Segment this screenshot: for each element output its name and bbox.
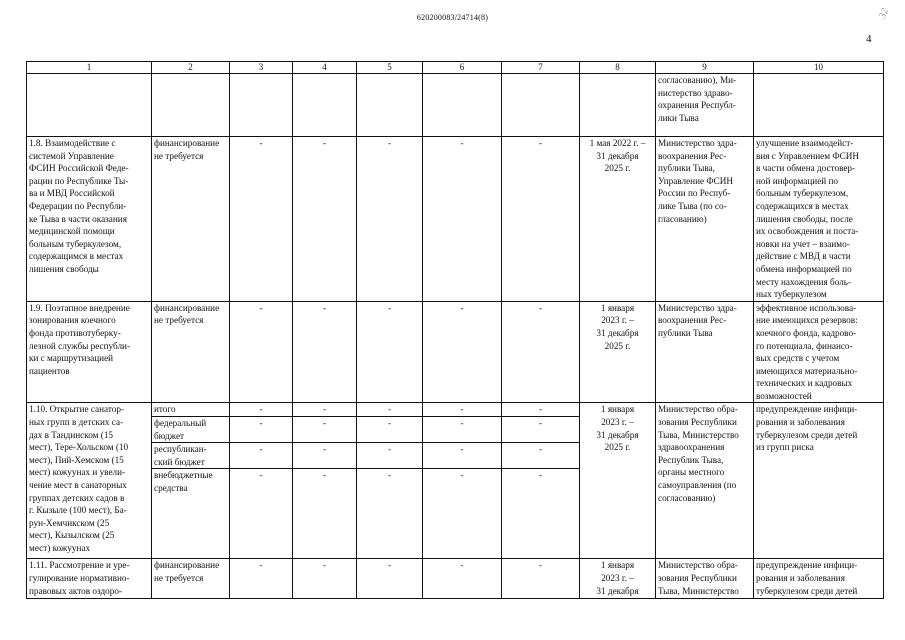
amount-cell: - [357,417,423,443]
amount-cell: - [357,403,423,417]
document-code: 620200083/24714(8) [416,13,489,22]
amount-cell: - [423,417,502,443]
column-number: 5 [357,62,423,74]
funding-source-cell: внебюджетные средства [152,469,230,559]
period-cell: 1 января 2023 г. – 31 декабря 2025 г. [580,301,656,403]
measure-cell: 1.10. Открытие санатор- ных групп в детских са- дах в Тандинском (15 мест), Тере-Хольском (10 мест), Пий-Хемском (15 мест) кожуунах и увели- чение мест в санаторных группах детских садов в г. Кызыле (100 мест), Ба- рун-Хемчикском (25 мест), Кызылском (25 мест) кожуунах [27,403,152,559]
amount-cell: - [230,469,293,559]
amount-cell: - [502,403,580,417]
amount-cell: - [502,301,580,403]
executor-cell: Министерство здра- воохранения Рес- публики Тыва [656,301,754,403]
measure-cell: 1.11. Рассмотрение и уре- гулирование нормативно- правовых актов оздоро- [27,559,152,599]
funding-source-cell: республикан- ский бюджет [152,443,230,469]
amount-cell: - [423,137,502,302]
measure-cell: 1.8. Взаимодействие с системой Управление ФСИН Российской Феде- рации по Республике Ты- ва и МВД Российской Федерации по Республи- ке Тыва в части оказания медицинской помощи больным туберкулезом, содержащимся в местах лишения свободы [27,137,152,302]
result-cell: улучшение взаимодейст- вия с Управлением ФСИН в части обмена достовер- ной информацией по больным туберкулезом, содержащихся в местах лишения свободы, после их освобождения и поста- новки на учет – взаимо- действие с МВД в части обмена информацией по месту нахождения боль- ных туберкулезом [754,137,884,302]
result-cell: предупреждение инфици- рования и заболевания туберкулезом среди детей [754,559,884,599]
column-number: 9 [656,62,754,74]
amount-cell: - [293,137,357,302]
amount-cell: - [423,443,502,469]
executor-cell: согласованию), Ми- нистерство здраво- охранения Республ- лики Тыва [656,74,754,137]
amount-cell: - [230,559,293,599]
amount-cell: - [230,417,293,443]
column-number: 4 [293,62,357,74]
handwritten-page-mark: 32 [877,6,891,21]
table-row [27,559,884,599]
funding-source-cell: итого [152,403,230,417]
column-number: 3 [230,62,293,74]
amount-cell: - [230,137,293,302]
executor-cell: Министерство обра- зования Республики Тыва, Министерство здравоохранения Республик Тыва, органы местного самоуправления (по согласованию) [656,403,754,559]
amount-cell: - [502,137,580,302]
amount-cell: - [357,301,423,403]
measure-cell: 1.9. Поэтапное внедрение зонирования коечного фонда противотуберку- лезной службы республи- ки с маршрутизацией пациентов [27,301,152,403]
period-cell: 1 мая 2022 г. – 31 декабря 2025 г. [580,137,656,302]
period-cell: 1 января 2023 г. – 31 декабря 2025 г. [580,403,656,559]
measures-table [26,61,884,599]
amount-cell: - [293,301,357,403]
amount-cell: - [293,417,357,443]
amount-cell: - [423,403,502,417]
column-number: 6 [423,62,502,74]
page-number: 4 [866,33,872,45]
executor-cell: Министерство здра- воохранения Рес- публики Тыва, Управление ФСИН России по Респуб- лике Тыва (по со- гласованию) [656,137,754,302]
table-row [27,74,884,137]
table-row [27,301,884,403]
amount-cell: - [357,137,423,302]
funding-cell: финансирование не требуется [152,137,230,302]
executor-cell: Министерство обра- зования Республики Тыва, Министерство [656,559,754,599]
amount-cell: - [293,443,357,469]
column-number: 2 [152,62,230,74]
amount-cell: - [502,559,580,599]
amount-cell: - [502,417,580,443]
amount-cell: - [293,403,357,417]
amount-cell: - [357,443,423,469]
table-row [27,403,884,417]
amount-cell: - [502,469,580,559]
table-row [27,137,884,302]
amount-cell: - [423,469,502,559]
funding-source-cell: федеральный бюджет [152,417,230,443]
column-number: 10 [754,62,884,74]
amount-cell: - [230,443,293,469]
amount-cell: - [423,559,502,599]
column-number: 8 [580,62,656,74]
amount-cell: - [230,403,293,417]
period-cell: 1 января 2023 г. – 31 декабря [580,559,656,599]
column-number: 7 [502,62,580,74]
column-number-row [27,62,884,74]
result-cell: эффективное использова- ние имеющихся резервов: коечного фонда, кадрово- го потенциала, финансо- вых средств с учетом имеющихся материально- технических и кадровых возможностей [754,301,884,403]
amount-cell: - [502,443,580,469]
amount-cell: - [293,559,357,599]
amount-cell: - [357,469,423,559]
amount-cell: - [357,559,423,599]
amount-cell: - [423,301,502,403]
funding-cell: финансирование не требуется [152,301,230,403]
amount-cell: - [230,301,293,403]
amount-cell: - [293,469,357,559]
result-cell: предупреждение инфици- рования и заболевания туберкулезом среди детей из групп риска [754,403,884,559]
column-number: 1 [27,62,152,74]
funding-cell: финансирование не требуется [152,559,230,599]
